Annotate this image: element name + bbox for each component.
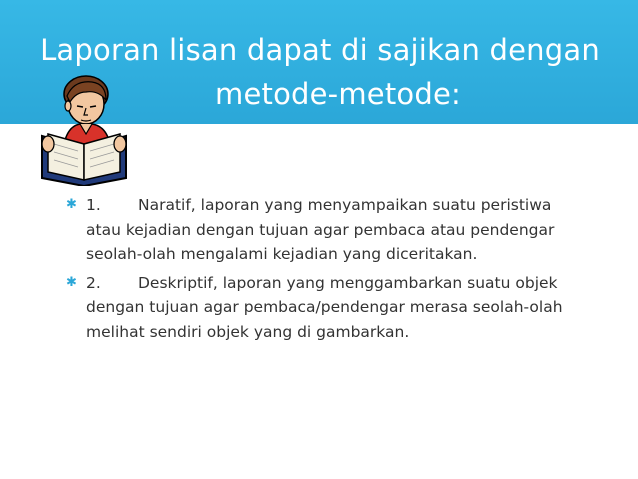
asterisk-bullet-icon: ✱ (66, 197, 77, 212)
title-line-2: metode-metode: (215, 77, 461, 111)
item-number: 1. (86, 196, 101, 214)
man-reading-book-icon (34, 74, 134, 186)
title-line-1: Laporan lisan dapat di sajikan dengan (40, 33, 600, 67)
item-number: 2. (86, 273, 101, 292)
list-item (64, 193, 584, 267)
bullet-list (64, 193, 584, 348)
asterisk-bullet-icon: ✱ (66, 274, 77, 290)
item-text: Deskriptif, laporan yang menggambarkan suatu objek dengan tujuan agar pembaca/pendengar merasa seolah-olah melihat sendiri objek yang di gambarkan. (86, 273, 563, 341)
list-item (64, 271, 584, 345)
item-text: Naratif, laporan yang menyampaikan suatu peristiwa atau kejadian dengan tujuan agar pembaca atau pendengar seolah-olah mengalami kejadian yang diceritakan. (86, 196, 555, 263)
